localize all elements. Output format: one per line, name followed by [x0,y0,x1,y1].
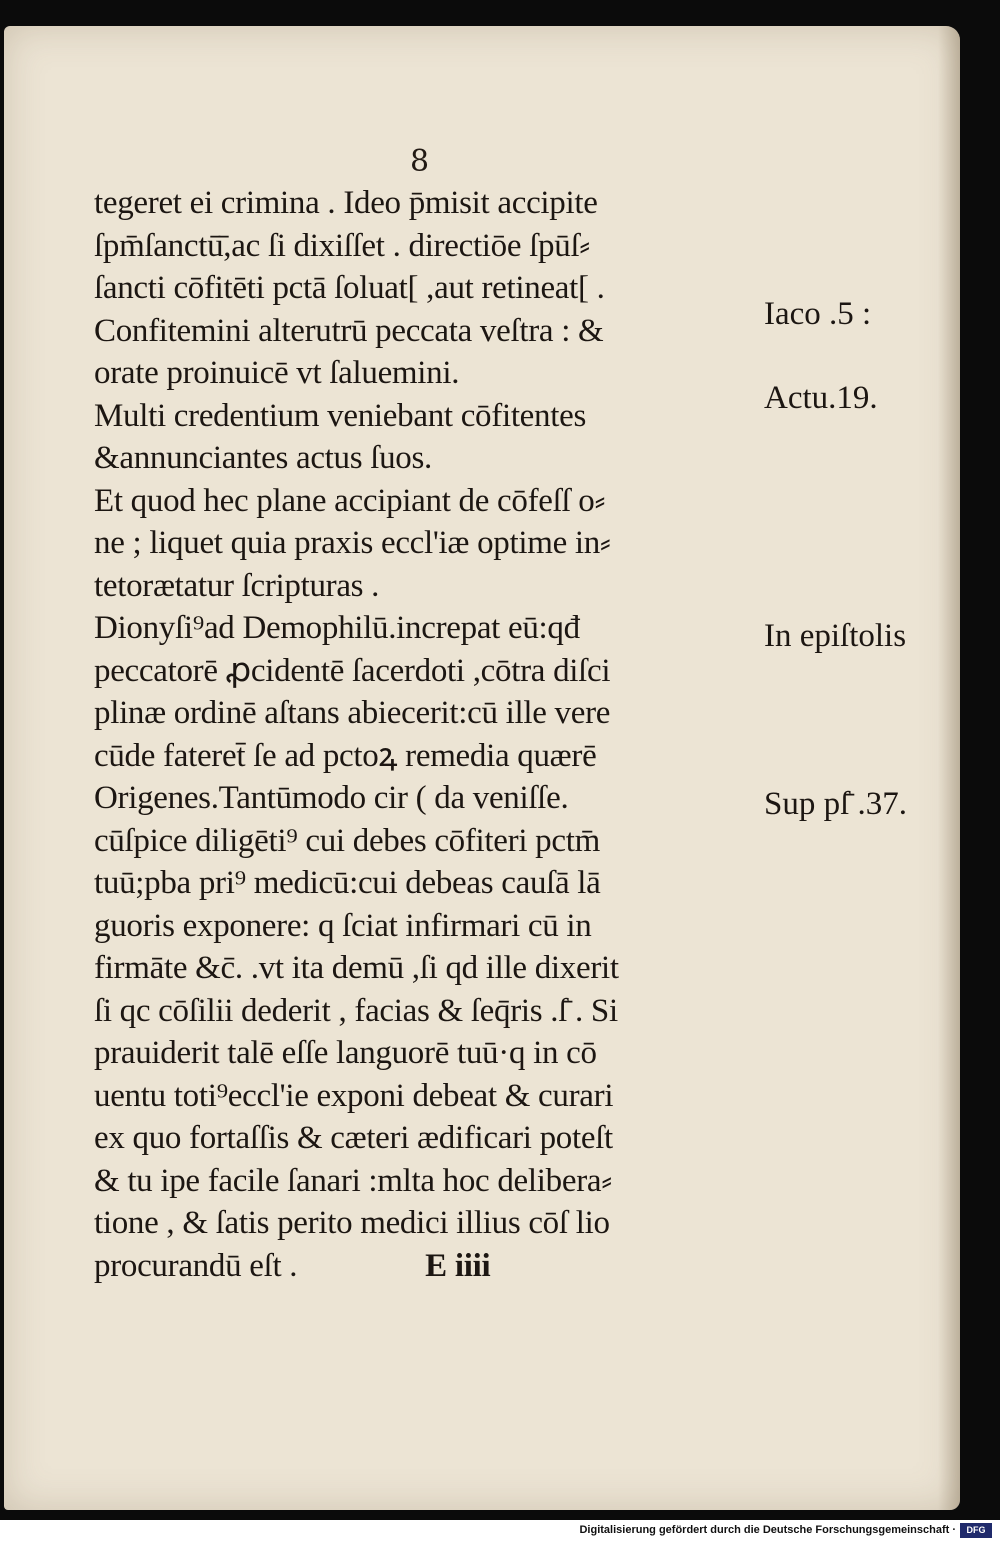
text-line: guoris exponere: q ſciat infirmari cū in [94,907,592,944]
text-line: & tu ipe facile ſanari :mlta hoc delibera⸗ [94,1162,612,1199]
text-line: orate proinuicē vt ſaluemini. [94,355,460,391]
signature-mark: E iiii [425,1247,491,1284]
margin-note: Sup pſ̄ .37. [764,786,908,822]
text-line: ex quo fortaſſis & cæteri ædificari poteſt [94,1120,613,1156]
text-line: ſancti cōfitēti pctā ſoluat[ ,aut retineat[ . [94,270,605,306]
footer-bar [0,1520,1000,1542]
text-line: uentu toti⁹eccl'ie exponi debeat & curari [94,1077,614,1114]
text-line: tetorætatur ſcripturas . [94,567,380,604]
text-line: ſpm̄ſanctū̄,ac ſi dixiſſet . directiōe ſpūſ⸗ [94,227,591,264]
text-line: Multi credentium veniebant cōfitentes [94,397,586,434]
text-line: tione , & ſatis perito medici illius cōſ lio [94,1205,610,1241]
margin-note: Iaco .5 : [764,296,872,332]
book-page [4,26,960,1510]
text-line: peccatorē ꝓcidentē ſacerdoti ,cōtra diſci [94,652,611,689]
text-line: Dionyſi⁹ad Demophilū.increpat eū:qđ [94,610,580,646]
main-text-block [94,182,774,1287]
page-number: 8 [410,144,430,179]
margin-note: Actu.19. [764,380,878,416]
text-line: tuū;pba pri⁹ medicū:cui debeas cauſā lā [94,865,601,901]
margin-notes [764,26,960,1510]
text-line: procurandū eſt . [94,1247,298,1284]
text-line: ſi qc cōſilii dederit , facias & ſeq̄ris .ſ̄ . Si [94,992,618,1029]
text-line: Origenes.Tantūmodo cir ( da veniſſe. [94,780,569,816]
dfg-logo-icon: DFG [960,1523,992,1538]
text-line: firmāte &c̄. .vt ita demū ,ſi qd ille dixerit [94,950,619,986]
text-line: cūde fateret̄ ſe ad pctoꝝ remedia quærē [94,737,597,774]
funding-credit: Digitalisierung gefördert durch die Deutsche Forschungsgemeinschaft · [579,1524,956,1536]
text-line: &annunciantes actus ſuos. [94,440,433,476]
text-line: ne ; liquet quia praxis eccl'iæ optime in⸗ [94,525,611,561]
margin-note: In epiſtolis [764,618,907,654]
text-line: cūſpice diligēti⁹ cui debes cōfiteri pctm̄ [94,822,600,859]
text-line: tegeret ei crimina . Ideo p̄misit accipite [94,185,598,221]
text-line: Et quod hec plane accipiant de cōfeſſ o⸗ [94,482,606,519]
text-line: Confitemini alterutrū peccata veſtra : & [94,312,604,349]
text-line: prauiderit talē eſſe languorē tuū·q in cō [94,1035,597,1071]
last-text-line [94,1245,774,1288]
text-line: plinæ ordinē aſtans abiecerit:cū ille vere [94,695,611,731]
